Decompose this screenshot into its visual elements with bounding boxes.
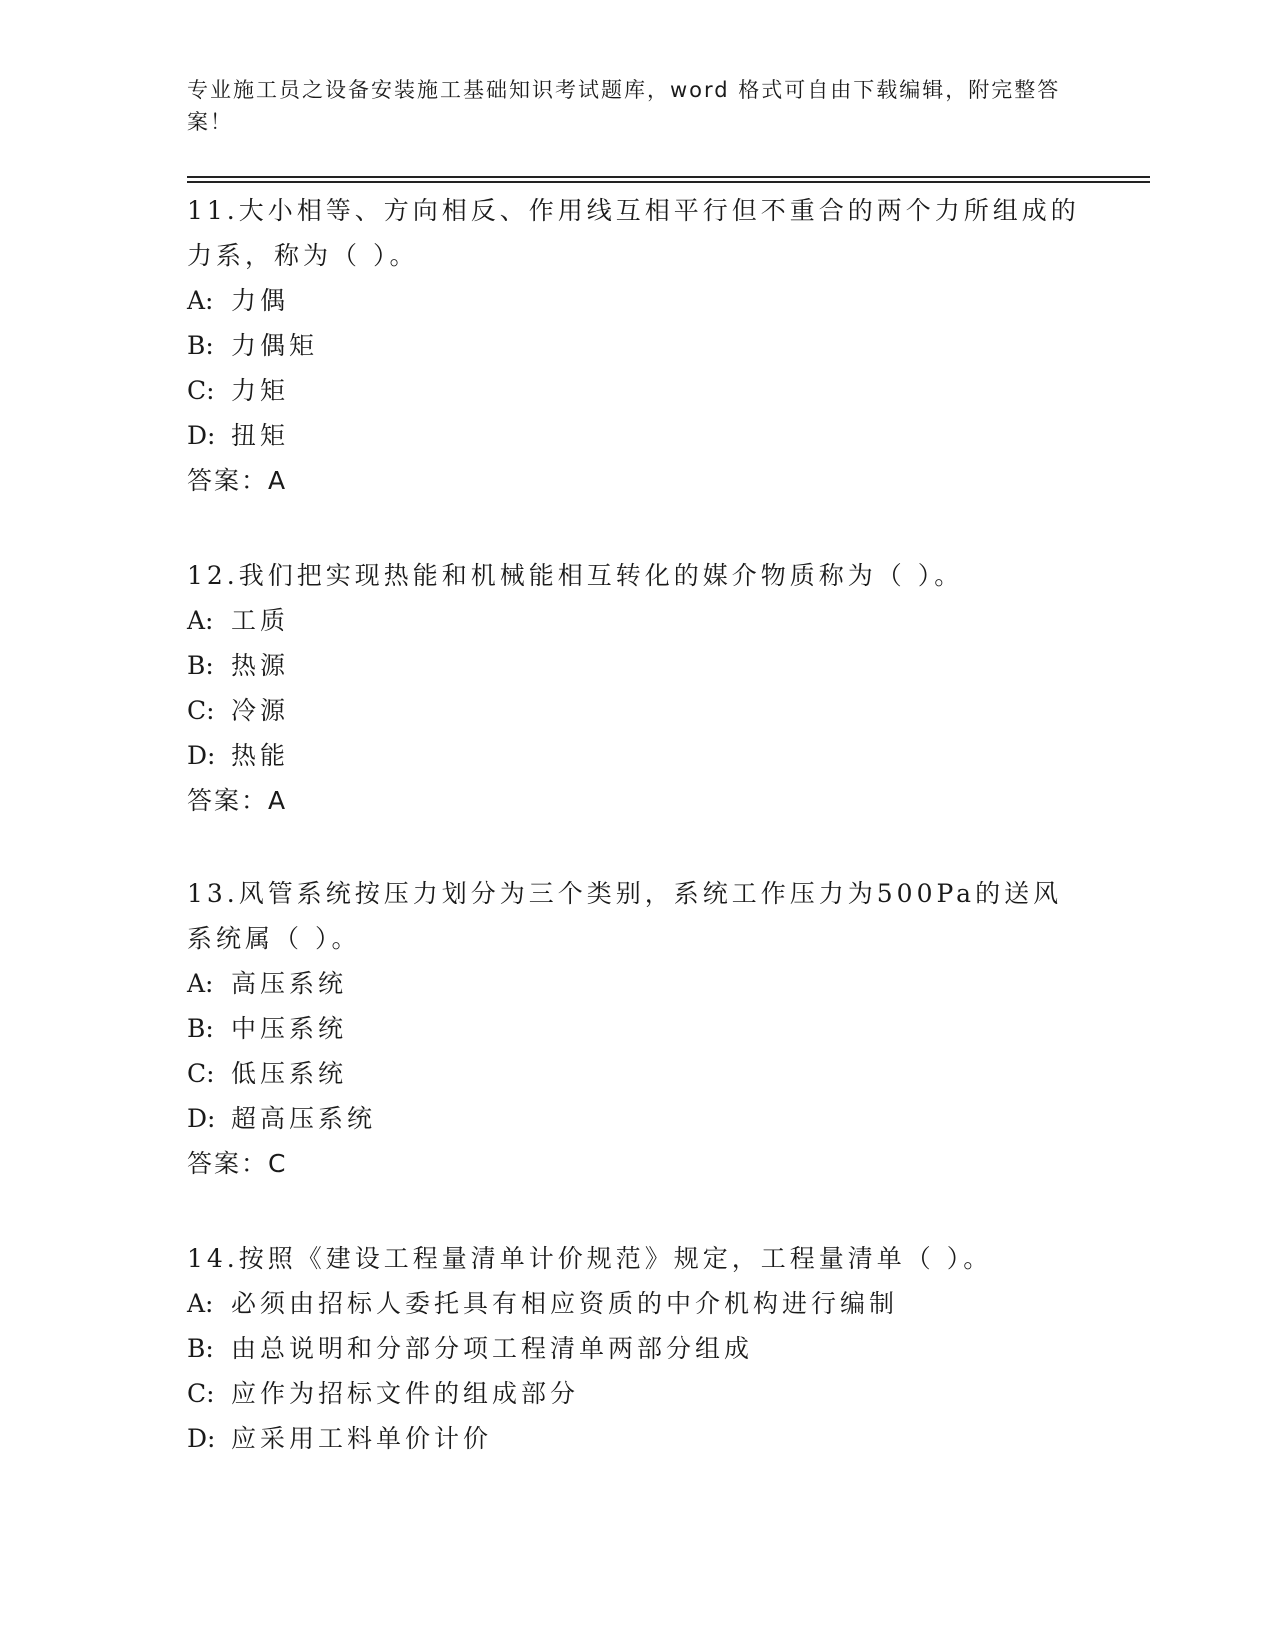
- option-text: 热源: [231, 651, 290, 680]
- option-d: [187, 413, 1087, 458]
- option-c: [187, 688, 1087, 733]
- question-11: [187, 188, 1087, 503]
- option-key: D:: [187, 421, 216, 450]
- option-text: 低压系统: [231, 1059, 348, 1088]
- option-a: [187, 1281, 1087, 1326]
- header-divider-bottom: [187, 181, 1150, 183]
- option-key: B:: [187, 331, 214, 360]
- option-text: 工质: [231, 606, 290, 635]
- option-key: D:: [187, 741, 216, 770]
- option-b: [187, 1006, 1087, 1051]
- option-text: 超高压系统: [231, 1104, 377, 1133]
- option-key: B:: [187, 1014, 214, 1043]
- question-stem: 12.我们把实现热能和机械能相互转化的媒介物质称为（ ）。: [187, 561, 964, 590]
- option-text: 应采用工料单价计价: [231, 1424, 493, 1453]
- option-key: C:: [187, 696, 215, 725]
- question-12: [187, 553, 1087, 823]
- option-b: [187, 323, 1087, 368]
- answer-line: 答案：A: [187, 786, 288, 815]
- option-key: A:: [187, 969, 214, 998]
- option-text: 力偶矩: [231, 331, 319, 360]
- header-divider-top: [187, 176, 1150, 178]
- option-text: 应作为招标文件的组成部分: [231, 1379, 580, 1408]
- option-key: A:: [187, 606, 214, 635]
- option-key: B:: [187, 651, 214, 680]
- question-stem: 14.按照《建设工程量清单计价规范》规定，工程量清单（ ）。: [187, 1244, 993, 1273]
- option-key: A:: [187, 286, 214, 315]
- option-b: [187, 1326, 1087, 1371]
- option-d: [187, 1096, 1087, 1141]
- option-key: A:: [187, 1289, 214, 1318]
- question-13: [187, 871, 1087, 1186]
- option-key: C:: [187, 376, 215, 405]
- option-a: [187, 961, 1087, 1006]
- option-key: D:: [187, 1104, 216, 1133]
- option-c: [187, 1371, 1087, 1416]
- option-b: [187, 643, 1087, 688]
- option-d: [187, 1416, 1087, 1461]
- question-14: [187, 1236, 1087, 1461]
- option-key: D:: [187, 1424, 216, 1453]
- option-text: 高压系统: [231, 969, 348, 998]
- option-text: 扭矩: [231, 421, 290, 450]
- question-stem: 11.大小相等、方向相反、作用线互相平行但不重合的两个力所组成的力系，称为（ ）。: [187, 196, 1080, 270]
- header-intro: 专业施工员之设备安装施工基础知识考试题库，word 格式可自由下载编辑，附完整答案！: [187, 78, 1061, 134]
- option-key: C:: [187, 1059, 215, 1088]
- option-text: 冷源: [231, 696, 290, 725]
- option-text: 力偶: [231, 286, 290, 315]
- option-a: [187, 598, 1087, 643]
- option-text: 热能: [231, 741, 290, 770]
- option-d: [187, 733, 1087, 778]
- answer-line: 答案：A: [187, 466, 288, 495]
- option-key: B:: [187, 1334, 214, 1363]
- option-a: [187, 278, 1087, 323]
- option-c: [187, 1051, 1087, 1096]
- option-key: C:: [187, 1379, 215, 1408]
- option-text: 必须由招标人委托具有相应资质的中介机构进行编制: [231, 1289, 899, 1318]
- option-text: 中压系统: [231, 1014, 348, 1043]
- option-c: [187, 368, 1087, 413]
- option-text: 力矩: [231, 376, 290, 405]
- question-stem: 13.风管系统按压力划分为三个类别，系统工作压力为500Pa的送风系统属（ ）。: [187, 879, 1063, 953]
- answer-line: 答案：C: [187, 1149, 288, 1178]
- option-text: 由总说明和分部分项工程清单两部分组成: [231, 1334, 754, 1363]
